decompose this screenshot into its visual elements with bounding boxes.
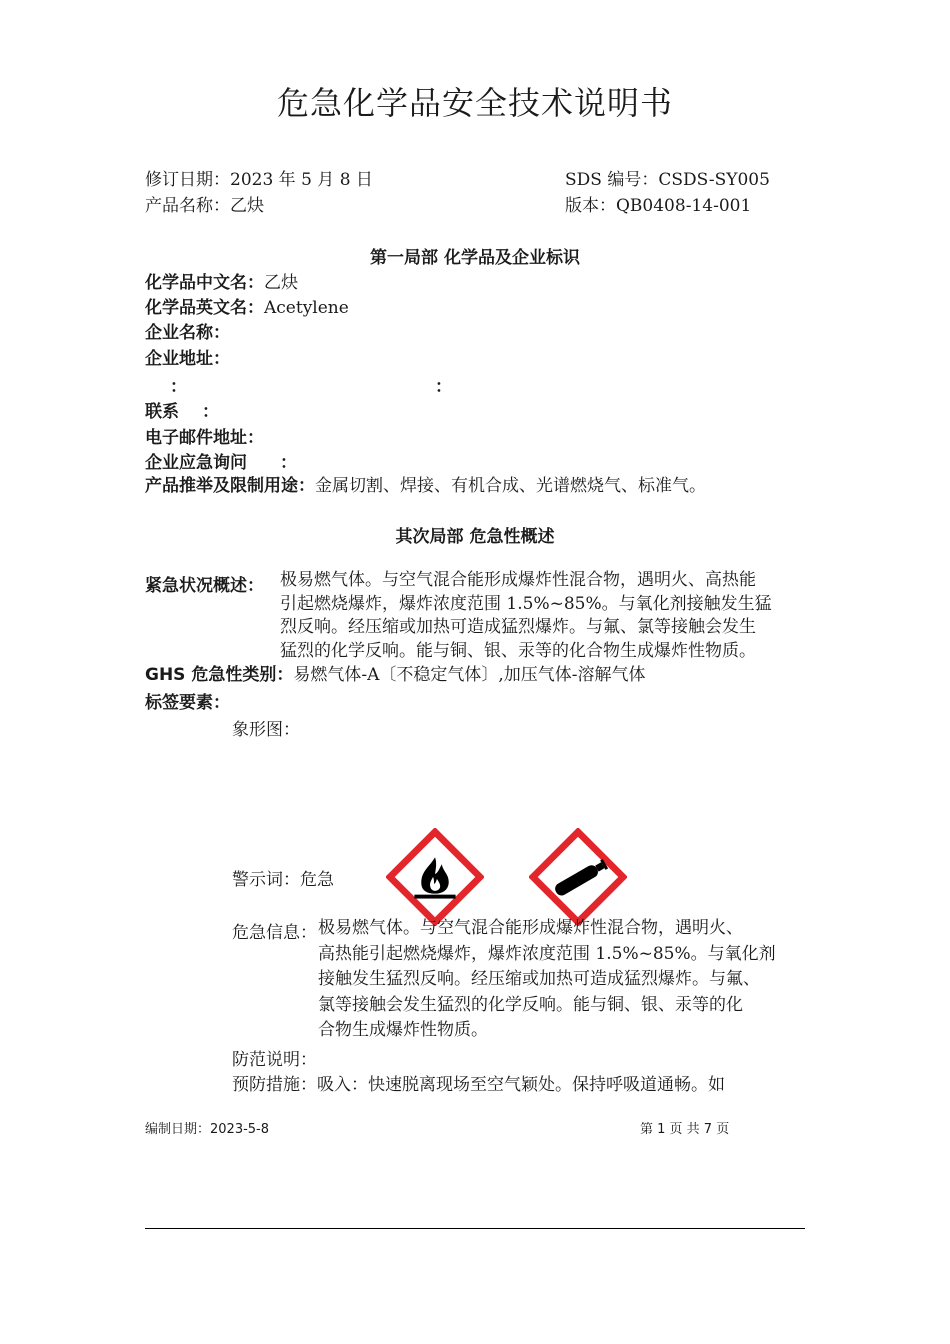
usage-row [145, 471, 706, 496]
usage-value: 金属切割、焊接、有机合成、光谱燃烧气、标准气。 [315, 476, 706, 496]
prevention-value: 吸入：快速脱离现场至空气颖处。保持呼吸道通畅。如 [317, 1075, 725, 1095]
page-number: 第 1 页 共 7 页 [640, 1122, 730, 1137]
section2-heading: 其次局部 危急性概述 [395, 527, 555, 547]
emergency-colon: ： [280, 453, 297, 473]
hazard-line: 氯等接触会发生猛烈的化学反响。能与铜、银、汞等的化 [318, 994, 743, 1015]
hazard-line: 极易燃气体。与空气混合能形成爆炸性混合物，遇明火、 [318, 918, 743, 938]
prevention-label: 预防措施： [232, 1075, 317, 1095]
contact-label: 联系 [145, 402, 179, 422]
section1-heading: 第一局部 化学品及企业标识 [370, 248, 580, 268]
contact-colon: ： [202, 402, 219, 422]
cn-name-label: 化学品中文名： [145, 273, 264, 293]
document-title: 危急化学品安全技术说明书 [276, 84, 673, 122]
footer-divider [145, 1228, 805, 1229]
sds-number: SDS 编号：CSDS-SY005 [565, 170, 770, 190]
en-name-label: 化学品英文名： [145, 298, 264, 318]
overview-line: 极易燃气体。与空气混合能形成爆炸性混合物，遇明火、高热能 [280, 570, 756, 590]
revision-date: 修订日期：2023 年 5 月 8 日 [145, 170, 373, 190]
overview-text [280, 569, 820, 663]
colon-a: ： [170, 377, 187, 397]
product-name: 产品名称：乙炔 [145, 196, 264, 216]
hazard-text [318, 916, 818, 1044]
email-label: 电子邮件地址： [145, 428, 264, 448]
emergency-label: 企业应急询问 [145, 453, 247, 473]
compiled-date: 编制日期：2023-5-8 [145, 1122, 270, 1137]
hazard-line: 合物生成爆炸性物质。 [318, 1020, 488, 1040]
signal-word: 警示词：危急 [232, 870, 334, 890]
cn-name-value: 乙炔 [264, 273, 298, 293]
hazard-line: 高热能引起燃烧爆炸，爆炸浓度范围 1.5%~85%。与氧化剂 [318, 943, 776, 964]
ghs-value: 易燃气体-A〔不稳定气体〕,加压气体-溶解气体 [293, 665, 646, 685]
hazard-label: 危急信息： [232, 923, 317, 943]
overview-line: 引起燃烧爆炸，爆炸浓度范围 1.5%~85%。与氧化剂接触发生猛 [280, 593, 772, 614]
pictogram-label: 象形图： [232, 720, 300, 740]
cn-name-row [145, 268, 298, 293]
ghs-label: GHS 危急性类别： [145, 665, 294, 685]
colon-b: ： [435, 377, 452, 397]
gas-cylinder-icon [529, 828, 627, 926]
precaution-label: 防范说明： [232, 1050, 317, 1070]
en-name-row [145, 293, 349, 318]
prevention-row [232, 1070, 725, 1095]
overview-line: 猛烈的化学反响。能与铜、银、汞等的化合物生成爆炸性物质。 [280, 640, 756, 661]
usage-label: 产品推举及限制用途： [145, 476, 315, 496]
hazard-line: 接触发生猛烈反响。经压缩或加热可造成猛烈爆炸。与氟、 [318, 969, 760, 989]
company-label: 企业名称： [145, 323, 230, 343]
ghs-row [145, 660, 646, 685]
address-label: 企业地址： [145, 349, 230, 369]
flame-icon [386, 828, 484, 926]
overview-line: 烈反响。经压缩或加热可造成猛烈爆炸。与氟、氯等接触会发生 [280, 617, 756, 637]
version: 版本：QB0408-14-001 [565, 196, 752, 216]
overview-label: 紧急状况概述： [145, 576, 264, 596]
label-elements: 标签要素： [145, 693, 230, 713]
en-name-value: Acetylene [264, 298, 349, 318]
